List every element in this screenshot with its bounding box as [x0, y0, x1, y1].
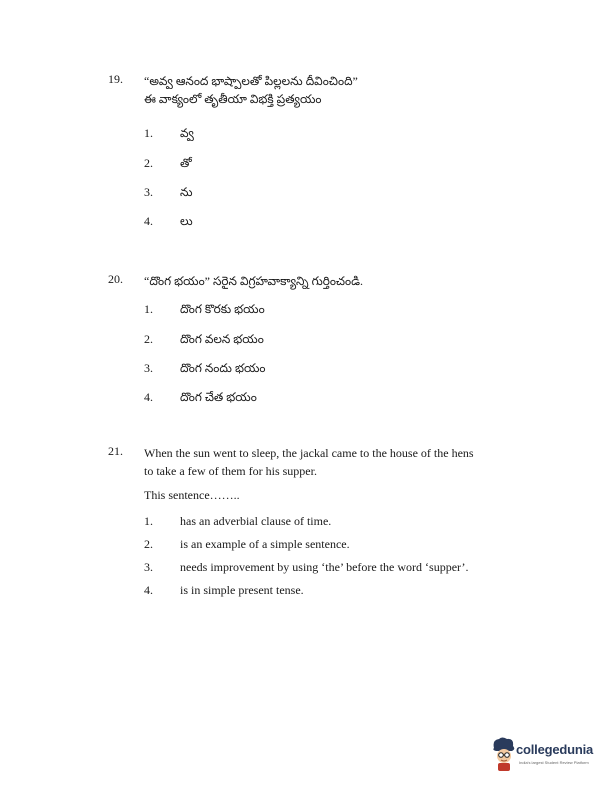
option-text: దొంగ చేత భయం	[180, 390, 257, 404]
option[interactable]	[144, 361, 265, 378]
option-number: 1.	[144, 514, 153, 528]
option-number: 1.	[144, 302, 153, 316]
option-number: 4.	[144, 583, 153, 597]
option[interactable]	[144, 583, 304, 598]
option[interactable]	[144, 185, 193, 202]
option-number: 4.	[144, 390, 153, 404]
question-text	[144, 72, 514, 108]
option-text: needs improvement by using ‘the’ before the word ‘supper’.	[180, 560, 469, 574]
option-text: has an adverbial clause of time.	[180, 514, 332, 528]
question-text	[144, 272, 514, 290]
option-text: వ్వ	[180, 126, 194, 140]
option[interactable]	[144, 514, 331, 529]
question-line: ఈ వాక్యంలో తృతీయా విభక్తి ప్రత్యయం	[144, 92, 322, 106]
question-number: 20.	[108, 272, 123, 286]
option[interactable]	[144, 537, 350, 552]
question-number: 19.	[108, 72, 123, 86]
option-number: 2.	[144, 332, 153, 346]
option-text: is an example of a simple sentence.	[180, 537, 350, 551]
option[interactable]	[144, 156, 192, 173]
option-text: ను	[180, 185, 193, 199]
logo-tagline: India's largest Student Review Platform	[519, 760, 589, 765]
option-number: 3.	[144, 361, 153, 375]
option-text: దొంగ నందు భయం	[180, 361, 266, 375]
question-line: “అవ్వ ఆనంద భాష్పాలతో పిల్లలను దీవించింది”	[144, 74, 358, 88]
mascot-icon	[490, 736, 518, 772]
option[interactable]	[144, 214, 193, 231]
option-number: 2.	[144, 537, 153, 551]
option-number: 1.	[144, 126, 153, 140]
option-text: లు	[180, 214, 193, 228]
option-text: తో	[180, 156, 192, 170]
option[interactable]	[144, 390, 257, 407]
option-text: దొంగ కొరకు భయం	[180, 302, 265, 316]
question-line: “దొంగ భయం” సరైన విగ్రహవాక్యాన్ని గుర్తించండి.	[144, 274, 364, 288]
logo-name: collegedunia	[516, 742, 594, 757]
option[interactable]	[144, 302, 265, 319]
option-number: 3.	[144, 185, 153, 199]
question-text	[144, 444, 514, 504]
option[interactable]	[144, 560, 468, 575]
question-line: to take a few of them for his supper.	[144, 464, 317, 478]
option[interactable]	[144, 332, 264, 349]
question-line: When the sun went to sleep, the jackal came to the house of the hens	[144, 446, 474, 460]
option-number: 3.	[144, 560, 153, 574]
option-number: 4.	[144, 214, 153, 228]
option[interactable]	[144, 126, 194, 143]
question-prompt: This sentence……..	[144, 488, 240, 502]
option-number: 2.	[144, 156, 153, 170]
collegedunia-logo	[490, 736, 600, 776]
option-text: is in simple present tense.	[180, 583, 304, 597]
question-number: 21.	[108, 444, 123, 458]
option-text: దొంగ వలన భయం	[180, 332, 264, 346]
